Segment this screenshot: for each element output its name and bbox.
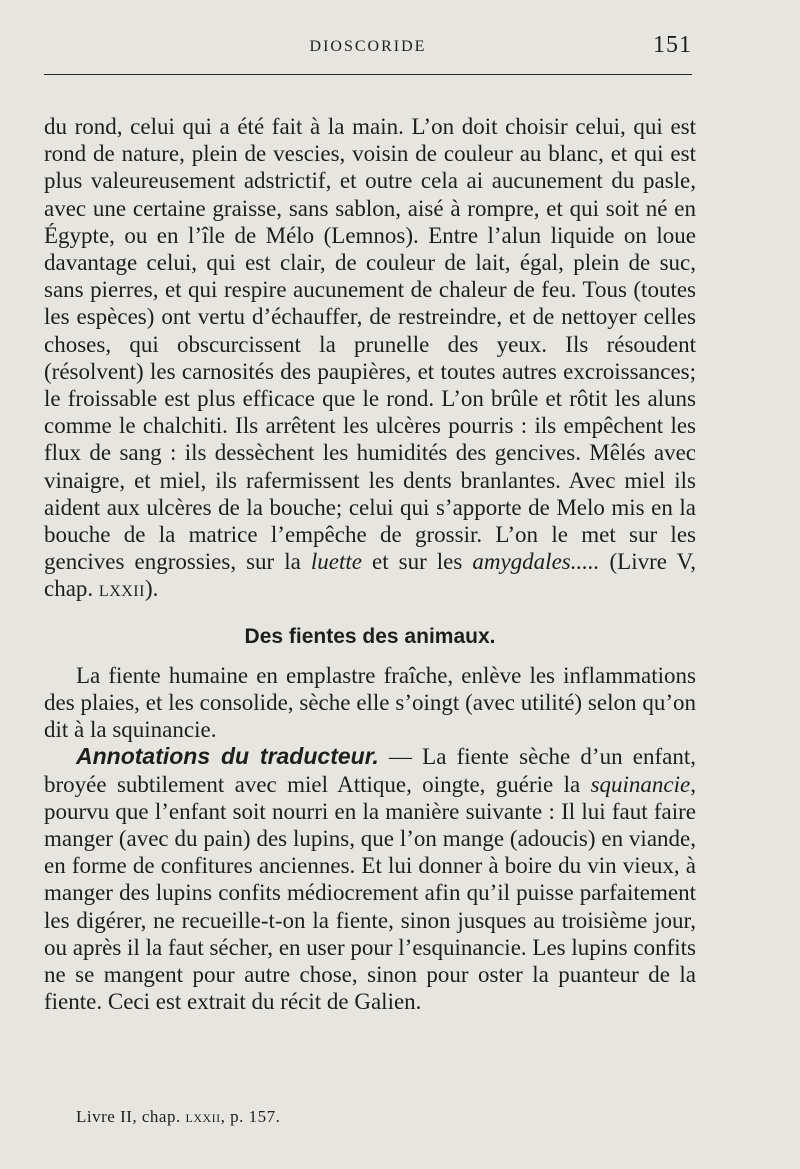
paragraph-alun-text-c: (Livre V, chap. bbox=[44, 549, 696, 602]
paragraph-alun-text-a: du rond, celui qui a été fait à la main. L’on doit choisir celui, qui est rond de nature, plein de vescies, voisin de couleur au blanc, et qui est plus valeureusement adstrictif, et outre cela ai aucunement du pasle, avec une certaine graisse, sans sablon, aisé à rompre, et qui soit né en Égypte, ou en l’île de Mélo (Lemnos). Entre l’alun liquide on loue davantage celui, qui est clair, de couleur de lait, égal, plein de suc, sans pierres, et qui respire aucunement de chaleur de feu. Tous (toutes les espèces) ont vertu d’échauffer, de restreindre, et de nettoyer celles choses, qui obscurcissent la prunelle des yeux. Ils résoudent (résolvent) les carnosités des paupières, et toutes autres excroissances; le froissable est plus efficace que le rond. L’on brûle et rôtit les aluns comme le chalchiti. Ils arrêtent les ulcères pourris : ils empêchent les flux de sang : ils dessèchent les humidités des gencives. Mêlés avec vinaigre, et miel, ils rafermissent les dents branlantes. Avec miel ils aident aux ulcères de la bouche; celui qui s’apporte de Melo mis en la bouche de la matrice l’empêche de grossir. L’on le met sur les gencives engrossies, sur la bbox=[44, 114, 696, 575]
body-text bbox=[44, 113, 696, 1016]
footnote-text-b: , p. 157. bbox=[220, 1107, 281, 1126]
running-title: DIOSCORIDE bbox=[309, 38, 427, 55]
page-number: 151 bbox=[653, 32, 692, 58]
term-amygdales: amygdales..... bbox=[472, 549, 600, 575]
term-luette: luette bbox=[310, 549, 362, 575]
paragraph-alun-text-d: ). bbox=[144, 576, 159, 602]
paragraph-annotations bbox=[44, 743, 696, 1015]
paragraph-alun-text-b: et sur les bbox=[361, 549, 473, 575]
section-heading: Des fientes des animaux. bbox=[244, 624, 496, 648]
header-rule bbox=[44, 74, 692, 75]
paragraph-alun bbox=[44, 113, 696, 603]
chapter-reference: lxxii bbox=[98, 576, 145, 602]
paragraph-annotations-text-a: — La fiente sèche d’un enfant, broyée subtilement avec miel Attique, oingte, guérie la bbox=[44, 744, 696, 797]
footnote bbox=[76, 1107, 280, 1127]
paragraph-fiente: La fiente humaine en emplastre fraîche, enlève les inflammations des plaies, et les consolide, sèche elle s’oingt (avec utilité) selon qu’on dit à la squinancie. bbox=[44, 662, 696, 743]
running-header bbox=[44, 30, 692, 74]
paragraph-annotations-text-b: , pourvu que l’enfant soit nourri en la manière suivante : Il lui faut faire manger (avec du pain) des lupins, que l’on mange (adoucis) en viande, en forme de confitures anciennes. Et lui donner à boire du vin vieux, à manger des lupins confits médiocrement afin qu’il puisse parfaitement les digérer, ne recueille-t-on la fiente, sinon jusques au troisième jour, ou après il la faut sécher, en user pour l’esquinancie. Les lupins confits ne se mangent pour autre chose, sinon pour oster la puanteur de la fiente. Ceci est extrait du récit de Galien. bbox=[44, 771, 696, 1015]
annotations-label: Annotations du traducteur. bbox=[76, 743, 379, 770]
term-squinancie: squinancie bbox=[590, 771, 691, 797]
footnote-text-a: Livre II, chap. bbox=[76, 1107, 186, 1126]
footnote-chapter-reference: lxxii bbox=[185, 1107, 221, 1126]
